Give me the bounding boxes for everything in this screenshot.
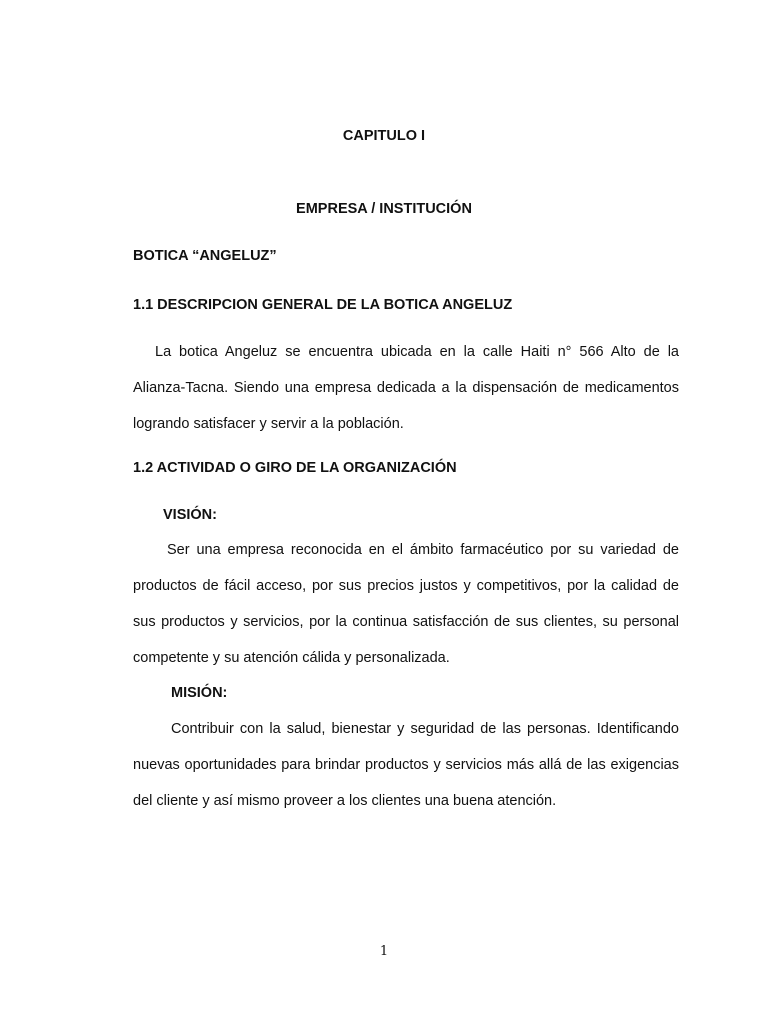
page-number: 1 [379, 944, 389, 959]
section-1-1-heading: 1.1 DESCRIPCION GENERAL DE LA BOTICA ANGELUZ [133, 297, 513, 313]
company-name: BOTICA “ANGELUZ” [133, 248, 277, 264]
section-title: EMPRESA / INSTITUCIÓN [296, 201, 472, 217]
chapter-title: CAPITULO I [342, 128, 426, 144]
mision-heading: MISIÓN: [171, 685, 228, 701]
vision-heading: VISIÓN: [163, 507, 217, 523]
vision-paragraph: Ser una empresa reconocida en el ámbito farmacéutico por su variedad de productos de fácil acceso, por sus precios justos y competitivos, por la calidad de sus productos y servicios, por la continua satisfacción de sus clientes, su personal competente y su atención cálida y personalizada. [133, 542, 679, 666]
mision-paragraph: Contribuir con la salud, bienestar y seguridad de las personas. Identificando nuevas oportunidades para brindar productos y servicios más allá de las exigencias del cliente y así mismo proveer a los clientes una buena atención. [133, 721, 679, 809]
section-1-1-paragraph: La botica Angeluz se encuentra ubicada en la calle Haiti n° 566 Alto de la Alianza-Tacna. Siendo una empresa dedicada a la dispensación de medicamentos logrando satisfacer y servir a la población. [133, 344, 679, 432]
section-1-2-heading: 1.2 ACTIVIDAD O GIRO DE LA ORGANIZACIÓN [133, 460, 457, 476]
